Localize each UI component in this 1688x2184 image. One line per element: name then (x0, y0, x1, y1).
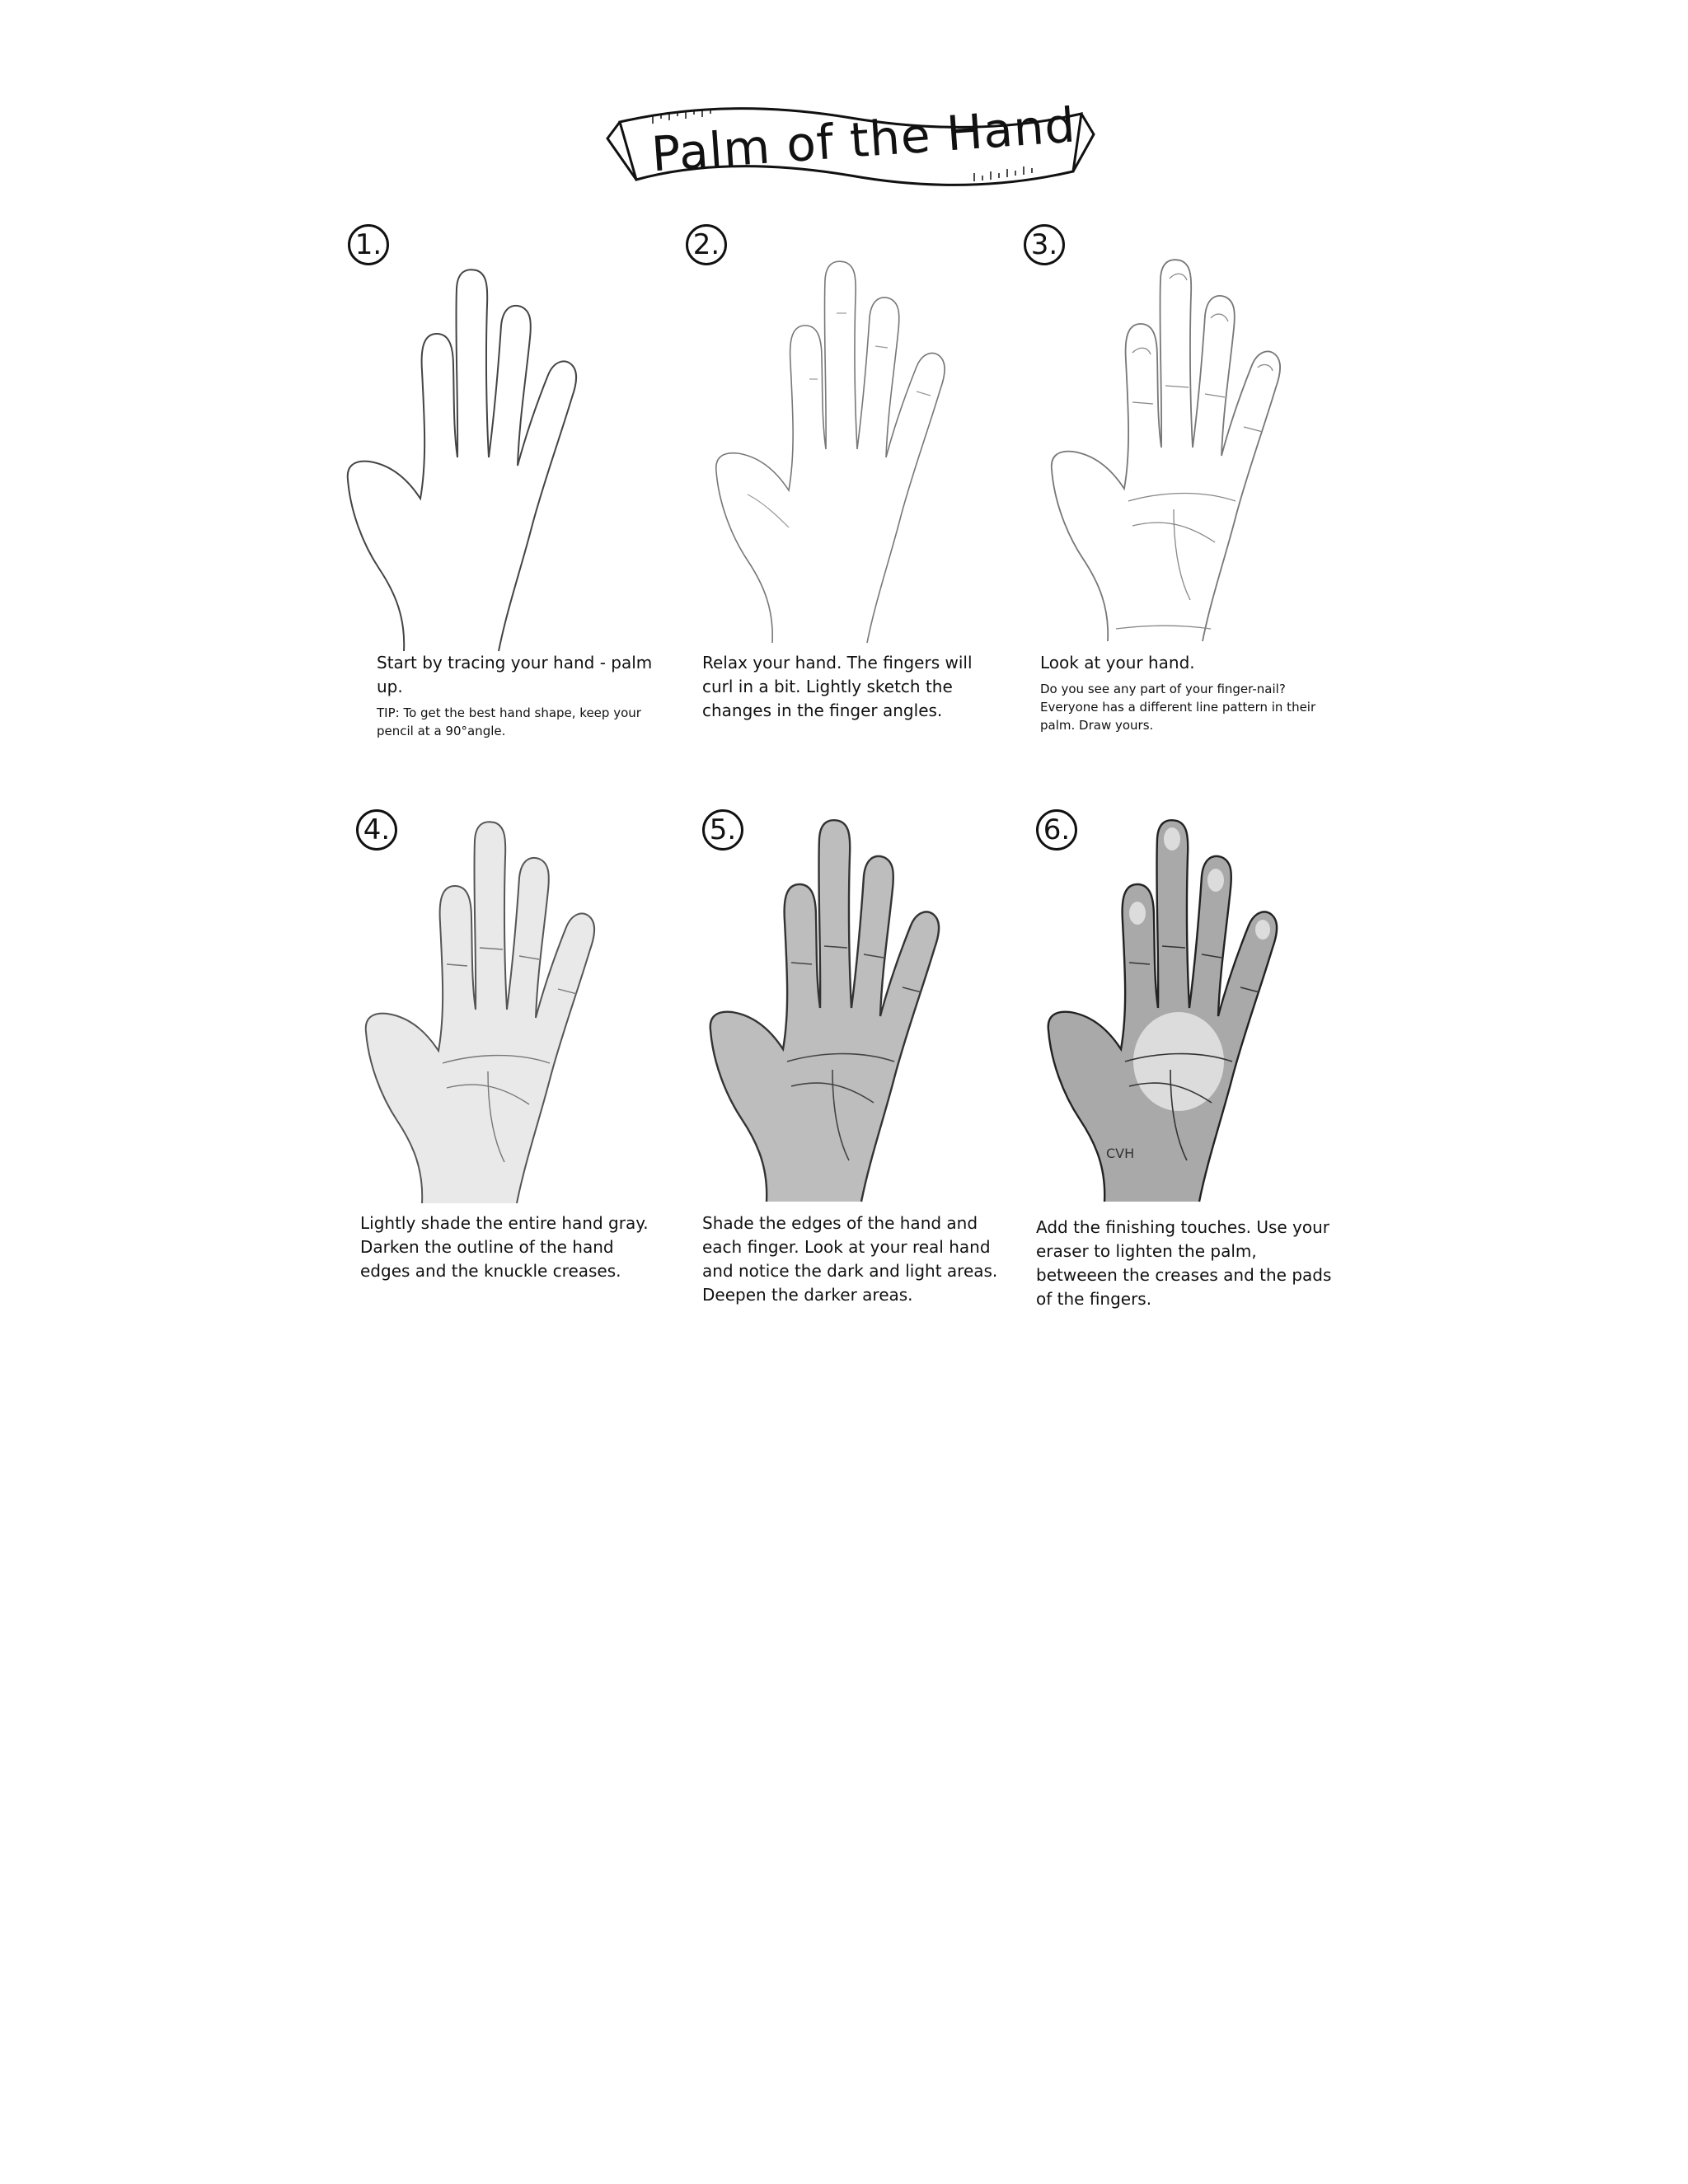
hand-drawing-step-5 (709, 814, 948, 1210)
hand-drawing-step-4 (364, 816, 603, 1212)
step-6-caption (1036, 1216, 1341, 1311)
hand-drawing-step-1 (346, 264, 585, 659)
step-6-number: 6. (1036, 809, 1077, 851)
page-title: Palm of the Hand (649, 96, 1078, 183)
step-6-text: Add the finishing touches. Use your eraser to lighten the palm, betweeen the creases and the pads of the fingers. (1036, 1217, 1332, 1309)
step-2-text: Relax your hand. The fingers will curl in a bit. Lightly sketch the changes in the finger angles. (702, 653, 973, 720)
step-4-text: Lightly shade the entire hand gray. Darken the outline of the hand edges and the knuckle creases. (360, 1213, 649, 1281)
step-2-caption (702, 651, 1007, 723)
step-4-caption (360, 1212, 665, 1283)
step-3-number: 3. (1024, 224, 1065, 265)
hand-drawing-step-6 (1047, 814, 1286, 1210)
hand-drawing-step-2 (715, 255, 954, 651)
step-4-number: 4. (356, 809, 397, 851)
step-2-number: 2. (686, 224, 727, 265)
step-1-caption (377, 651, 682, 740)
hand-drawing-step-3 (1050, 254, 1289, 649)
step-5-number: 5. (702, 809, 743, 851)
step-1-text: Start by tracing your hand - palm up. (377, 653, 653, 696)
step-3-tip: Do you see any part of your finger-nail? Everyone has a different line pattern in their palm. Draw yours. (1040, 682, 1316, 733)
step-1-tip: TIP: To get the best hand shape, keep your pencil at a 90°angle. (377, 705, 641, 738)
instruction-sheet (340, 66, 1348, 1393)
step-3-text: Look at your hand. (1040, 653, 1195, 673)
step-5-text: Shade the edges of the hand and each finger. Look at your real hand and notice the dark and light areas. Deepen the darker areas. (702, 1213, 998, 1305)
step-1-number: 1. (348, 224, 389, 265)
step-5-caption (702, 1212, 1007, 1307)
artist-signature: CVH (1106, 1146, 1135, 1161)
step-3-caption (1040, 651, 1345, 734)
